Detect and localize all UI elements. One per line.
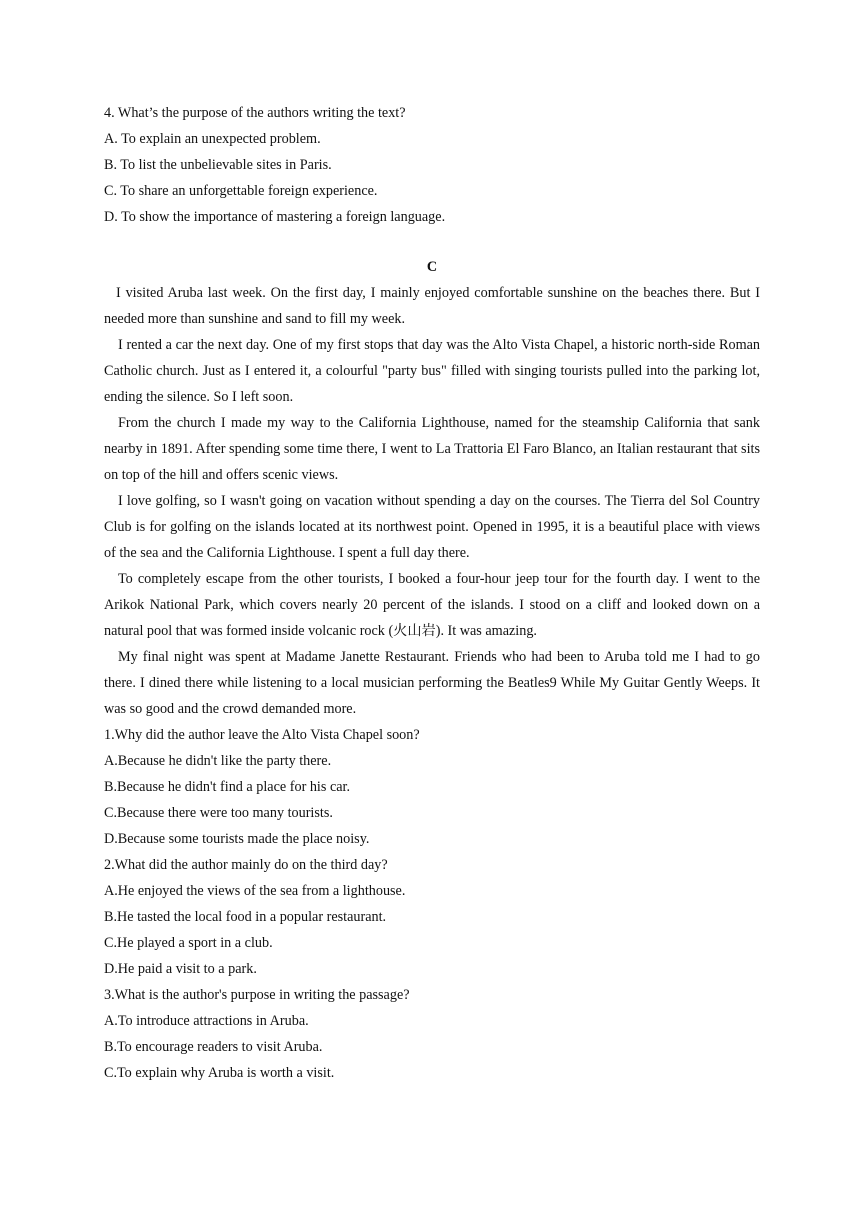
section-heading: C (426, 259, 438, 275)
option-b: B.Because he didn't find a place for his car. (104, 779, 351, 795)
option-c: C.He played a sport in a club. (104, 935, 273, 951)
reading-passage (104, 280, 760, 722)
option-b: B. To list the unbelievable sites in Paris. (104, 157, 332, 173)
question-stem: 1.Why did the author leave the Alto Vista Chapel soon? (104, 727, 420, 743)
passage-paragraph-6: My final night was spent at Madame Janette Restaurant. Friends who had been to Aruba told me I had to go there. I dined there while listening to a local musician performing the Beatles9 While My Guitar Gently Weeps. It was so good and the crowd demanded more. (104, 649, 760, 717)
option-b: B.He tasted the local food in a popular restaurant. (104, 909, 387, 925)
passage-paragraph-5: To completely escape from the other tourists, I booked a four-hour jeep tour for the fourth day. I went to the Arikok National Park, which covers nearly 20 percent of the islands. I stood on a cliff and looked down on a natural pool that was formed inside volcanic rock (火山岩). It was amazing. (104, 571, 760, 639)
option-c: C.Because there were too many tourists. (104, 805, 333, 821)
passage-paragraph-4: I love golfing, so I wasn't going on vacation without spending a day on the courses. The Tierra del Sol Country Club is for golfing on the islands located at its northwest point. Opened in 1995, it is a beautiful place with views of the sea and the California Lighthouse. I spent a full day there. (104, 493, 760, 561)
option-a: A.To introduce attractions in Aruba. (104, 1013, 309, 1029)
option-d: D.He paid a visit to a park. (104, 961, 257, 977)
option-b: B.To encourage readers to visit Aruba. (104, 1039, 323, 1055)
question-3 (104, 982, 760, 1086)
option-a: A.He enjoyed the views of the sea from a lighthouse. (104, 883, 406, 899)
passage-paragraph-2: I rented a car the next day. One of my first stops that day was the Alto Vista Chapel, a historic north-side Roman Catholic church. Just as I entered it, a colourful "party bus" filled with singing tourists pulled into the parking lot, ending the silence. So I left soon. (104, 337, 760, 405)
document-page (104, 100, 760, 1086)
question-stem: 2.What did the author mainly do on the third day? (104, 857, 388, 873)
passage-paragraph-1: I visited Aruba last week. On the first day, I mainly enjoyed comfortable sunshine on the beaches there. But I needed more than sunshine and sand to fill my week. (104, 285, 760, 327)
option-c: C.To explain why Aruba is worth a visit. (104, 1065, 335, 1081)
question-stem: 3.What is the author's purpose in writing the passage? (104, 987, 410, 1003)
question-stem: 4. What’s the purpose of the authors writing the text? (104, 105, 406, 121)
question-2 (104, 852, 760, 982)
option-d: D.Because some tourists made the place noisy. (104, 831, 370, 847)
option-a: A.Because he didn't like the party there. (104, 753, 332, 769)
question-1 (104, 722, 760, 852)
option-a: A. To explain an unexpected problem. (104, 131, 321, 147)
section-gap (104, 230, 760, 250)
option-c: C. To share an unforgettable foreign experience. (104, 183, 378, 199)
option-d: D. To show the importance of mastering a foreign language. (104, 209, 446, 225)
passage-paragraph-3: From the church I made my way to the California Lighthouse, named for the steamship California that sank nearby in 1891. After spending some time there, I went to La Trattoria El Faro Blanco, an Italian restaurant that sits on top of the hill and offers scenic views. (104, 415, 760, 483)
previous-question-4 (104, 100, 760, 230)
